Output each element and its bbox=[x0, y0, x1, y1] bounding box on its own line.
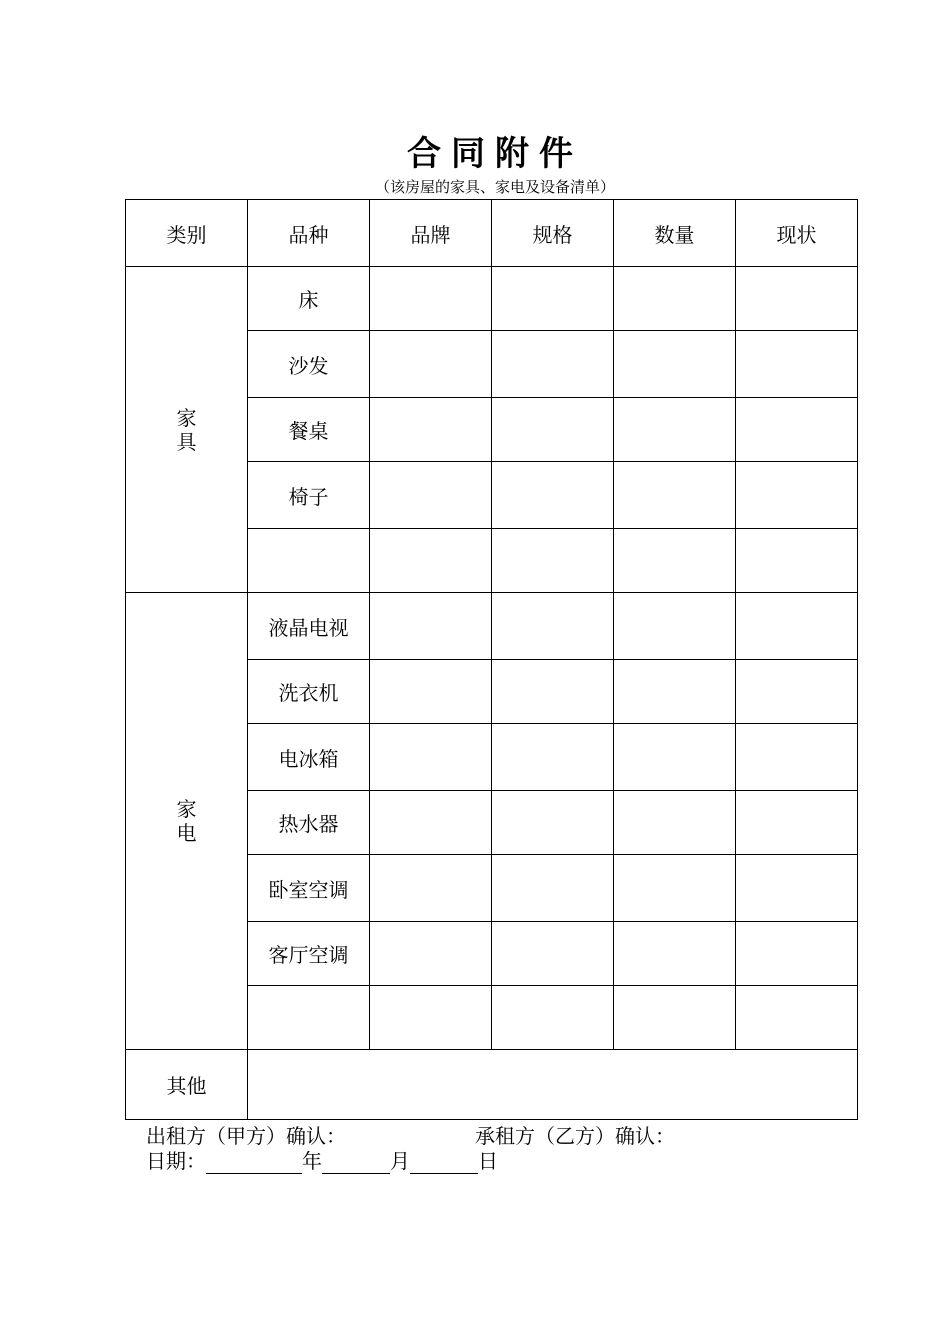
item-name: 椅子 bbox=[248, 462, 370, 529]
category-appliances bbox=[126, 593, 248, 1050]
item-name: 热水器 bbox=[248, 791, 370, 855]
date-label: 日期： bbox=[146, 1149, 206, 1173]
condition-cell[interactable] bbox=[736, 724, 858, 791]
document-title: 合同附件 bbox=[407, 134, 583, 174]
header-category: 类别 bbox=[126, 200, 248, 267]
brand-cell[interactable] bbox=[370, 660, 492, 724]
condition-cell[interactable] bbox=[736, 529, 858, 593]
quantity-cell[interactable] bbox=[614, 331, 736, 398]
spec-cell[interactable] bbox=[492, 398, 614, 462]
item-name: 液晶电视 bbox=[248, 593, 370, 660]
table-row bbox=[126, 267, 858, 331]
lessee-confirm-label: 承租方（乙方）确认： bbox=[475, 1124, 675, 1148]
quantity-cell[interactable] bbox=[614, 660, 736, 724]
spec-cell[interactable] bbox=[492, 791, 614, 855]
condition-cell[interactable] bbox=[736, 462, 858, 529]
spec-cell[interactable] bbox=[492, 855, 614, 922]
item-name: 餐桌 bbox=[248, 398, 370, 462]
other-row bbox=[126, 1050, 858, 1120]
header-condition: 现状 bbox=[736, 200, 858, 267]
quantity-cell[interactable] bbox=[614, 986, 736, 1050]
day-blank[interactable] bbox=[410, 1153, 478, 1174]
brand-cell[interactable] bbox=[370, 986, 492, 1050]
other-content-cell[interactable] bbox=[248, 1050, 858, 1120]
inventory-table bbox=[125, 199, 858, 1120]
year-blank[interactable] bbox=[206, 1153, 302, 1174]
other-label: 其他 bbox=[126, 1050, 248, 1120]
spec-cell[interactable] bbox=[492, 462, 614, 529]
item-name: 床 bbox=[248, 267, 370, 331]
spec-cell[interactable] bbox=[492, 593, 614, 660]
month-blank[interactable] bbox=[322, 1153, 390, 1174]
condition-cell[interactable] bbox=[736, 922, 858, 986]
category-furniture-line1: 家 bbox=[176, 405, 197, 430]
item-name: 沙发 bbox=[248, 331, 370, 398]
category-furniture-line2: 具 bbox=[176, 429, 197, 454]
spec-cell[interactable] bbox=[492, 986, 614, 1050]
year-label: 年 bbox=[302, 1149, 322, 1173]
item-name: 客厅空调 bbox=[248, 922, 370, 986]
condition-cell[interactable] bbox=[736, 331, 858, 398]
quantity-cell[interactable] bbox=[614, 855, 736, 922]
brand-cell[interactable] bbox=[370, 267, 492, 331]
condition-cell[interactable] bbox=[736, 267, 858, 331]
quantity-cell[interactable] bbox=[614, 267, 736, 331]
item-name[interactable] bbox=[248, 529, 370, 593]
header-quantity: 数量 bbox=[614, 200, 736, 267]
header-spec: 规格 bbox=[492, 200, 614, 267]
item-name: 电冰箱 bbox=[248, 724, 370, 791]
brand-cell[interactable] bbox=[370, 724, 492, 791]
day-label: 日 bbox=[478, 1149, 498, 1173]
brand-cell[interactable] bbox=[370, 922, 492, 986]
brand-cell[interactable] bbox=[370, 855, 492, 922]
quantity-cell[interactable] bbox=[614, 724, 736, 791]
brand-cell[interactable] bbox=[370, 462, 492, 529]
spec-cell[interactable] bbox=[492, 724, 614, 791]
quantity-cell[interactable] bbox=[614, 529, 736, 593]
brand-cell[interactable] bbox=[370, 398, 492, 462]
spec-cell[interactable] bbox=[492, 331, 614, 398]
lessor-confirm-label: 出租方（甲方）确认： bbox=[146, 1124, 346, 1148]
condition-cell[interactable] bbox=[736, 791, 858, 855]
header-brand: 品牌 bbox=[370, 200, 492, 267]
condition-cell[interactable] bbox=[736, 986, 858, 1050]
condition-cell[interactable] bbox=[736, 398, 858, 462]
category-furniture bbox=[126, 267, 248, 593]
quantity-cell[interactable] bbox=[614, 922, 736, 986]
date-line bbox=[146, 1145, 498, 1174]
header-row bbox=[126, 200, 858, 267]
spec-cell[interactable] bbox=[492, 660, 614, 724]
quantity-cell[interactable] bbox=[614, 462, 736, 529]
quantity-cell[interactable] bbox=[614, 398, 736, 462]
condition-cell[interactable] bbox=[736, 855, 858, 922]
condition-cell[interactable] bbox=[736, 660, 858, 724]
quantity-cell[interactable] bbox=[614, 593, 736, 660]
brand-cell[interactable] bbox=[370, 331, 492, 398]
spec-cell[interactable] bbox=[492, 529, 614, 593]
quantity-cell[interactable] bbox=[614, 791, 736, 855]
item-name[interactable] bbox=[248, 986, 370, 1050]
table-row bbox=[126, 593, 858, 660]
category-appliances-line1: 家 bbox=[176, 797, 197, 821]
brand-cell[interactable] bbox=[370, 593, 492, 660]
header-item: 品种 bbox=[248, 200, 370, 267]
category-appliances-line2: 电 bbox=[176, 821, 197, 845]
brand-cell[interactable] bbox=[370, 529, 492, 593]
item-name: 洗衣机 bbox=[248, 660, 370, 724]
item-name: 卧室空调 bbox=[248, 855, 370, 922]
document-subtitle: （该房屋的家具、家电及设备清单） bbox=[374, 178, 615, 196]
month-label: 月 bbox=[390, 1149, 410, 1173]
spec-cell[interactable] bbox=[492, 922, 614, 986]
brand-cell[interactable] bbox=[370, 791, 492, 855]
spec-cell[interactable] bbox=[492, 267, 614, 331]
condition-cell[interactable] bbox=[736, 593, 858, 660]
